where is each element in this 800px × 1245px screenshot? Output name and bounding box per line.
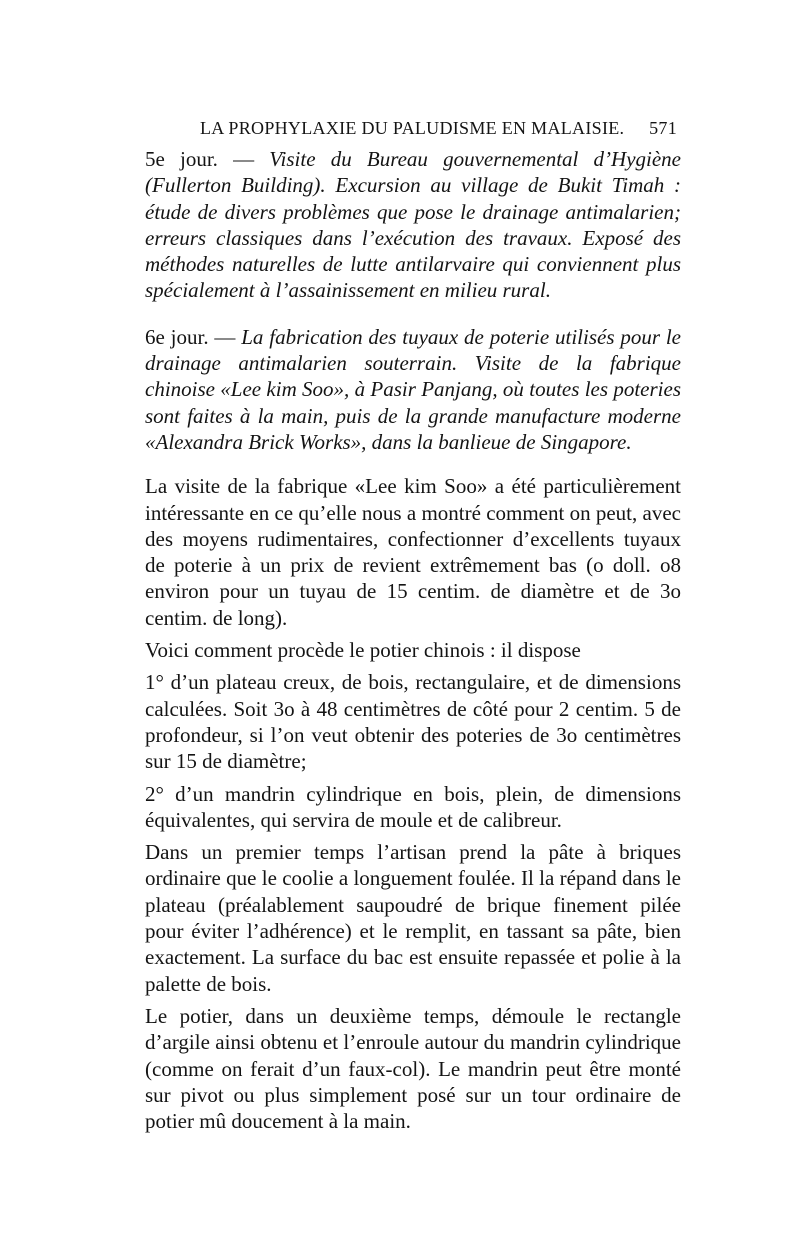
body-paragraph: La visite de la fabrique «Lee kim Soo» a été particulièrement intéressante en ce qu’elle nous a montré comment on peut, avec des moyens rudimentaires, confectionner d’excellents tuyaux de poterie à un prix de revient extrêmement bas (o doll. o8 environ pour un tuyau de 15 centim. de diamètre et de 3o centim. de long).: [145, 474, 681, 630]
journal-entry-day6: [145, 324, 681, 455]
running-header: [200, 118, 677, 144]
book-page: [145, 118, 681, 1134]
journal-day-text: La fabrication des tuyaux de poterie utilisés pour le drainage antimalarien souterrain. Visite de la fabrique chinoise «Lee kim Soo», à Pasir Panjang, où toutes les poteries sont faites à la main, puis de la grande manufacture moderne «Alexandra Brick Works», dans la banlieue de Singapore.: [145, 324, 682, 454]
page-number: 571: [649, 118, 677, 138]
body-paragraph: Le potier, dans un deuxième temps, démoule le rectangle d’argile ainsi obtenu et l’enroule autour du mandrin cylindrique (comme on ferait d’un faux-col). Le mandrin peut être monté sur pivot ou plus simplement posé sur un tour ordinaire de potier mû doucement à la main.: [145, 1003, 681, 1134]
body-paragraph: Voici comment procède le potier chinois : il dispose: [145, 638, 581, 663]
list-item: 1° d’un plateau creux, de bois, rectangulaire, et de dimensions calculées. Soit 3o à 48 centimètres de côté pour 2 centim. 5 de profondeur, si l’on veut obtenir des poteries de 3o centimètres sur 15 de diamètre;: [145, 670, 681, 774]
running-title: LA PROPHYLAXIE DU PALUDISME EN MALAISIE.: [200, 118, 625, 138]
list-item: 2° d’un mandrin cylindrique en bois, plein, de dimensions équivalentes, qui servira de moule et de calibreur.: [145, 781, 681, 832]
body-paragraph: Dans un premier temps l’artisan prend la pâte à briques ordinaire que le coolie a longuement foulée. Il la répand dans le plateau (préalablement saupoudré de brique finement pilée pour éviter l’adhérence) et le remplit, en tassant sa pâte, bien exactement. La surface du bac est ensuite repassée et polie à la palette de bois.: [145, 840, 681, 996]
journal-day-text: Visite du Bureau gouvernemental d’Hygiène (Fullerton Building). Excursion au village de Bukit Timah : étude de divers problèmes que pose le drainage antimalarien; erreurs classiques dans l’exécution des travaux. Exposé des méthodes naturelles de lutte antilarvaire qui conviennent plus spécialement à l’assainissement en milieu rural.: [145, 147, 681, 303]
journal-day-label: 6e jour. —: [145, 324, 236, 349]
journal-entry-day5: [145, 146, 681, 304]
journal-day-label: 5e jour. —: [145, 147, 255, 171]
